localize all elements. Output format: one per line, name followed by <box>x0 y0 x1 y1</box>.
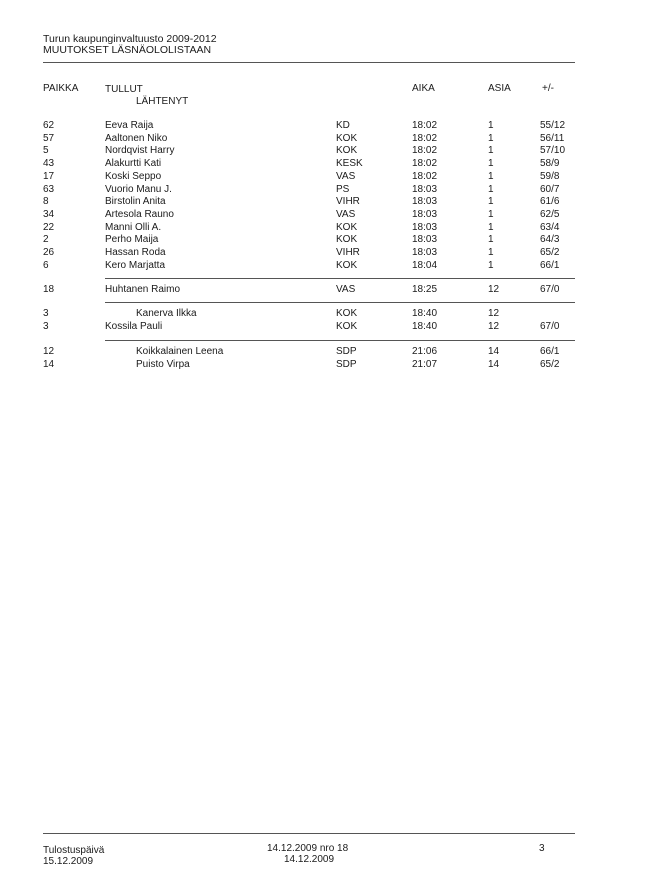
arrived-member-name: Artesola Rauno <box>105 208 174 220</box>
agenda-item: 1 <box>488 132 494 144</box>
column-header-plusminus: +/- <box>542 83 554 94</box>
party: PS <box>336 183 350 195</box>
group-divider <box>105 278 575 279</box>
party: VIHR <box>336 247 360 258</box>
party: KOK <box>336 320 358 332</box>
time: 18:02 <box>412 145 438 157</box>
attendance-count: 55/12 <box>540 120 566 131</box>
time: 18:02 <box>412 120 438 131</box>
attendance-count: 67/0 <box>540 320 560 332</box>
agenda-item: 14 <box>488 346 500 357</box>
document-subtitle: MUUTOKSET LÄSNÄOLOLISTAAN <box>43 44 212 56</box>
seat-number: 14 <box>43 358 55 370</box>
departed-member-name: Kanerva Ilkka <box>136 308 197 319</box>
party: KOK <box>336 145 358 157</box>
party: KOK <box>336 234 358 246</box>
attendance-count: 61/6 <box>540 196 560 208</box>
attendance-count: 65/2 <box>540 358 560 370</box>
seat-number: 34 <box>43 208 55 220</box>
column-header-lahtenyt: LÄHTENYT <box>136 96 189 107</box>
time: 18:03 <box>412 196 438 208</box>
column-header-paikka: PAIKKA <box>43 83 79 94</box>
time: 18:03 <box>412 183 438 195</box>
seat-number: 17 <box>43 170 55 182</box>
party: KOK <box>336 221 358 233</box>
time: 18:40 <box>412 308 438 319</box>
attendance-count: 57/10 <box>540 145 566 157</box>
agenda-item: 12 <box>488 308 500 319</box>
agenda-item: 1 <box>488 247 494 258</box>
seat-number: 26 <box>43 247 55 258</box>
agenda-item: 12 <box>488 320 500 332</box>
agenda-item: 1 <box>488 196 494 208</box>
print-date-label: Tulostuspäivä <box>43 845 105 856</box>
time: 18:03 <box>412 247 438 258</box>
column-header-aika: AIKA <box>412 83 435 94</box>
agenda-item: 1 <box>488 120 494 131</box>
time: 18:40 <box>412 320 438 332</box>
arrived-member-name: Koski Seppo <box>105 170 162 182</box>
agenda-item: 1 <box>488 170 494 182</box>
agenda-item: 1 <box>488 221 494 233</box>
agenda-item: 1 <box>488 183 494 195</box>
party: SDP <box>336 358 357 370</box>
departed-member-name: Puisto Virpa <box>136 358 190 370</box>
seat-number: 43 <box>43 158 55 170</box>
attendance-count: 64/3 <box>540 234 560 246</box>
attendance-count: 63/4 <box>540 221 560 233</box>
time: 21:06 <box>412 346 438 357</box>
seat-number: 12 <box>43 346 55 357</box>
party: VAS <box>336 170 356 182</box>
seat-number: 3 <box>43 320 49 332</box>
header-divider <box>43 62 575 63</box>
print-date: 15.12.2009 <box>43 856 94 867</box>
seat-number: 6 <box>43 259 49 271</box>
agenda-item: 1 <box>488 145 494 157</box>
arrived-member-name: Eeva Raija <box>105 120 154 131</box>
attendance-count: 58/9 <box>540 158 560 170</box>
attendance-count: 59/8 <box>540 170 560 182</box>
time: 18:03 <box>412 221 438 233</box>
arrived-member-name: Aaltonen Niko <box>105 132 168 144</box>
agenda-item: 1 <box>488 208 494 220</box>
time: 18:02 <box>412 158 438 170</box>
seat-number: 5 <box>43 145 49 157</box>
attendance-count: 66/1 <box>540 346 560 357</box>
arrived-member-name: Huhtanen Raimo <box>105 284 181 295</box>
column-header-tullut: TULLUT <box>105 84 143 95</box>
attendance-count: 62/5 <box>540 208 560 220</box>
arrived-member-name: Perho Maija <box>105 234 159 246</box>
time: 18:04 <box>412 259 438 271</box>
agenda-item: 14 <box>488 358 500 370</box>
arrived-member-name: Hassan Roda <box>105 247 166 258</box>
party: VIHR <box>336 196 360 208</box>
arrived-member-name: Nordqvist Harry <box>105 145 175 157</box>
group-divider <box>105 302 575 303</box>
seat-number: 3 <box>43 308 49 319</box>
party: KESK <box>336 158 363 170</box>
agenda-item: 1 <box>488 259 494 271</box>
arrived-member-name: Birstolin Anita <box>105 196 166 208</box>
attendance-count: 60/7 <box>540 183 560 195</box>
time: 21:07 <box>412 358 438 370</box>
arrived-member-name: Vuorio Manu J. <box>105 183 172 195</box>
departed-member-name: Koikkalainen Leena <box>136 346 224 357</box>
page-number: 3 <box>539 843 545 854</box>
party: KOK <box>336 259 358 271</box>
party: KOK <box>336 308 358 319</box>
document-title: Turun kaupunginvaltuusto 2009-2012 <box>43 33 217 45</box>
party: VAS <box>336 208 356 220</box>
arrived-member-name: Manni Olli A. <box>105 221 162 233</box>
seat-number: 18 <box>43 284 55 295</box>
meeting-info: 14.12.2009 nro 18 <box>267 843 349 854</box>
party: VAS <box>336 284 356 295</box>
time: 18:02 <box>412 132 438 144</box>
attendance-count: 65/2 <box>540 247 560 258</box>
party: KD <box>336 120 350 131</box>
agenda-item: 1 <box>488 234 494 246</box>
footer-divider <box>43 833 575 834</box>
agenda-item: 12 <box>488 284 500 295</box>
time: 18:02 <box>412 170 438 182</box>
party: SDP <box>336 346 357 357</box>
arrived-member-name: Kero Marjatta <box>105 259 166 271</box>
time: 18:03 <box>412 234 438 246</box>
meeting-date: 14.12.2009 <box>284 854 335 865</box>
arrived-member-name: Alakurtti Kati <box>105 158 162 170</box>
arrived-member-name: Kossila Pauli <box>105 320 163 332</box>
party: KOK <box>336 132 358 144</box>
attendance-count: 66/1 <box>540 259 560 271</box>
seat-number: 63 <box>43 183 55 195</box>
seat-number: 57 <box>43 132 55 144</box>
attendance-count: 56/11 <box>540 132 565 144</box>
group-divider <box>105 340 575 341</box>
agenda-item: 1 <box>488 158 494 170</box>
attendance-count: 67/0 <box>540 284 560 295</box>
time: 18:25 <box>412 284 438 295</box>
seat-number: 2 <box>43 234 49 246</box>
column-header-asia: ASIA <box>488 83 511 94</box>
time: 18:03 <box>412 208 438 220</box>
seat-number: 8 <box>43 196 49 208</box>
seat-number: 62 <box>43 120 55 131</box>
seat-number: 22 <box>43 221 55 233</box>
